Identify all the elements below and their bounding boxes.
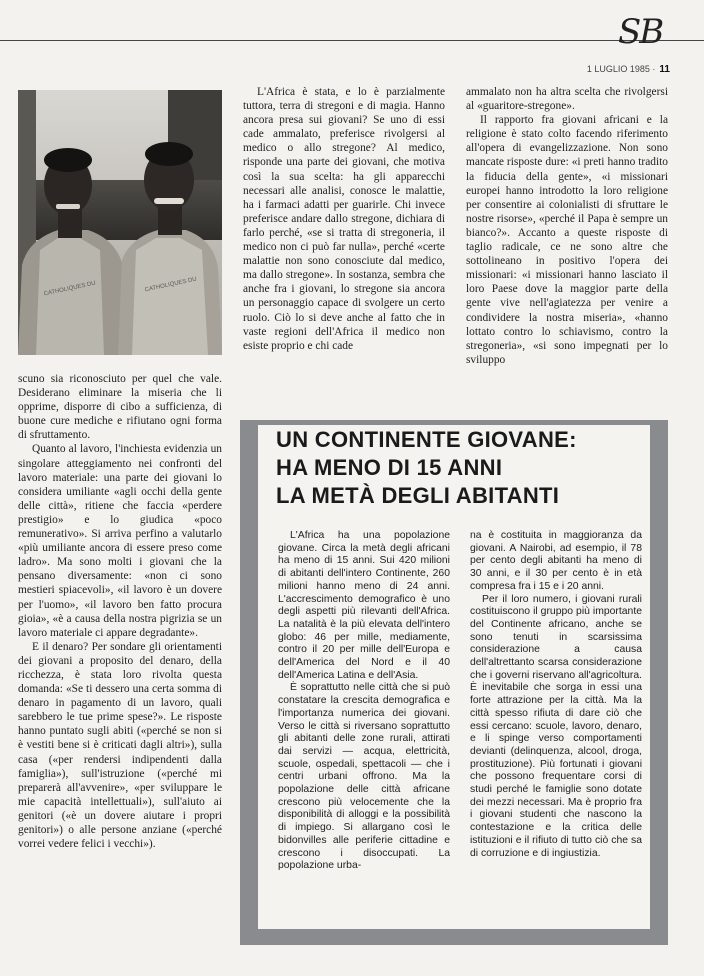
shirt-text-right: CATHOLIQUES DU (144, 276, 198, 294)
box-paragraph: na è costituita in maggioranza da giovani. A Nairobi, ad esempio, il 78 per cento degli abitanti ha meno di 30 anni, e il 30 per cento è in età compresa fra i 15 e i 20 anni. (470, 530, 642, 592)
page-number: 11 (659, 64, 670, 75)
header-rule (0, 40, 704, 41)
article-column-3 (466, 85, 668, 367)
box-paragraph: Per il loro numero, i giovani rurali costituiscono il gruppo più importante del Continente africano, anche se sono tenuti in scarsissima considerazione a causa dell'altrettanto scarsa considerazione che i governi riservano all'agricoltura. È inevitabile che sorga in essi una forte attrazione per la città. Ma la città spesso rifiuta di dare ciò che essi cercano: scuole, lavoro, denaro, e li spinge verso comportamenti devianti (delinquenza, alcool, droga, prostituzione). Più fortunati i giovani che possono frequentare corsi di studi perché le famiglie sono dotate dei mezzi necessari. Ma è proprio fra i giovani studenti che nascono la contestazione e la critica delle istituzioni e il rifiuto di tutto ciò che sa di corruzione e di ingiustizia. (470, 593, 642, 859)
article-column-1 (18, 372, 222, 851)
photo-two-young-men (18, 90, 222, 355)
box-column-2 (470, 530, 642, 860)
article-column-2 (243, 85, 445, 353)
box-headline (276, 426, 656, 510)
headline-line: HA MENO DI 15 ANNI (276, 455, 503, 480)
headline-line: UN CONTINENTE GIOVANE: (276, 427, 577, 452)
dateline (560, 64, 670, 75)
article-paragraph: Quanto al lavoro, l'inchiesta evidenzia un singolare atteggiamento nei confronti del lavoro materiale: una parte dei giovani lo considera umiliante «agli occhi della gente delle città», ritiene che faccia «perdere prestigio» e lo giudica «poco remunerativo». Si arriva perfino a valutarlo «più umiliante ancora di essere preso come ladro». Ma sono molti i giovani che la pensano diversamente: «non ci sono mestieri spiacevoli», «il lavoro è un dovere per l'uomo», «il lavoro ben fatto procura gioia», «è a causa della nostra pigrizia se un lavoro materiale ci appare degradante». (18, 443, 222, 639)
article-paragraph: Il rapporto fra giovani africani e la religione è stato colto facendo riferimento all'opera di evangelizzazione. Non sono mancate risposte dure: «i preti hanno tradito la fiducia della gente», «i missionari europei hanno introdotto la loro religione per consentire ai colonialisti di sfruttare le nostre risorse», «perché il Papa è sempre un bianco?». Accanto a queste risposte di taglio radicale, ce ne sono altre che sottolineano in positivo l'opera dei missionari: «i missionari hanno lasciato il loro Paese dove la maggior parte della gente vive nell'agiatezza per venire a condividere la nostra miseria», «hanno lottato contro lo schiavismo, contro la stregoneria», «si sono impegnati per lo sviluppo (466, 114, 668, 366)
article-paragraph: scuno sia riconosciuto per quel che vale. Desiderano eliminare la miseria che li opprime, disporre di cibo a sufficienza, di buone cure mediche e rifiutano ogni forma di sfruttamento. (18, 373, 222, 442)
article-paragraph: ammalato non ha altra scelta che rivolgersi al «guaritore-stregone». (466, 86, 668, 113)
box-paragraph: L'Africa ha una popolazione giovane. Circa la metà degli africani ha meno di 15 anni. Sui 420 milioni di abitanti dell'intero Continente, 260 milioni hanno meno di 24 anni. L'accrescimento demografico è uno degli aspetti più rilevanti dell'Africa. La natalità è la più elevata dell'intero globo: 46 per mille, mediamente, contro il 20 per mille dell'Europa e dell'America del Nord e il 40 dell'America Latina e dell'Asia. (278, 530, 450, 681)
shirt-text-left: CATHOLIQUES DU (43, 280, 97, 298)
issue-date: 1 LUGLIO 1985 · (586, 64, 656, 74)
box-paragraph: È soprattutto nelle città che si può constatare la crescita demografica e l'importanza numerica dei giovani. Verso le città si riversano soprattutto gli abitanti delle zone rurali, attirati dai servizi — acqua, elettricità, scuole, ospedali, spettacoli — che i centri urbani offrono. Ma la popolazione delle città africane crescono più velocemente che la disponibilità di alloggi e la possibilità di impiego. Si allargano così le bidonvilles alle periferie cittadine e crescono i disoccupati. La popolazione urba- (278, 682, 450, 872)
article-paragraph: E il denaro? Per sondare gli orientamenti dei giovani a proposito del denaro, della ricchezza, è stata loro rivolta questa domanda: «Se ti dessero una certa somma di denaro in pagamento di un lavoro, quali sarebbero le tue prime spese?». Le risposte hanno puntato sugli abiti («perché se non si è vestiti bene si è criticati dagli altri»), sulla casa («per rendersi indipendenti dalla famiglia»), sull'istruzione («perché mi preparerà all'avvenire», «per sviluppare le mie capacità intellettuali»), sull'aiuto ai genitori («è un dovere aiutare i propri genitori») o alle persone anziane («perché vorrei vedere felici i vecchi»). (18, 640, 222, 851)
article-paragraph: L'Africa è stata, e lo è parzialmente tuttora, terra di stregoni e di magia. Hanno ancora presa sui giovani? Se uno di essi cade ammalato, preferisce rivolgersi al medico o allo stregone? Al medico, risponde una parte dei giovani, che motiva così la sua scelta: ha gli apparecchi necessari alle analisi, conosce le malattie, ha i farmaci adatti per guarirle. Chi invece preferisce andare dallo stregone, dichiara di farlo perché, «se si tratta di stregoneria, il medico non ci può far nulla», perché «certe malattie non sono conosciute dal medico, ma dallo stregone». In sostanza, sembra che anche fra i giovani, lo stregone sia ancora un personaggio capace di svolgere un certo ruolo. Ciò lo si deve anche al fatto che in vaste regioni dell'Africa il medico non esiste proprio e chi cade (243, 86, 445, 352)
photo-illustration (18, 90, 222, 355)
box-column-1 (278, 530, 450, 873)
magazine-logo: SB (618, 12, 663, 52)
headline-line: LA METÀ DEGLI ABITANTI (276, 483, 560, 508)
